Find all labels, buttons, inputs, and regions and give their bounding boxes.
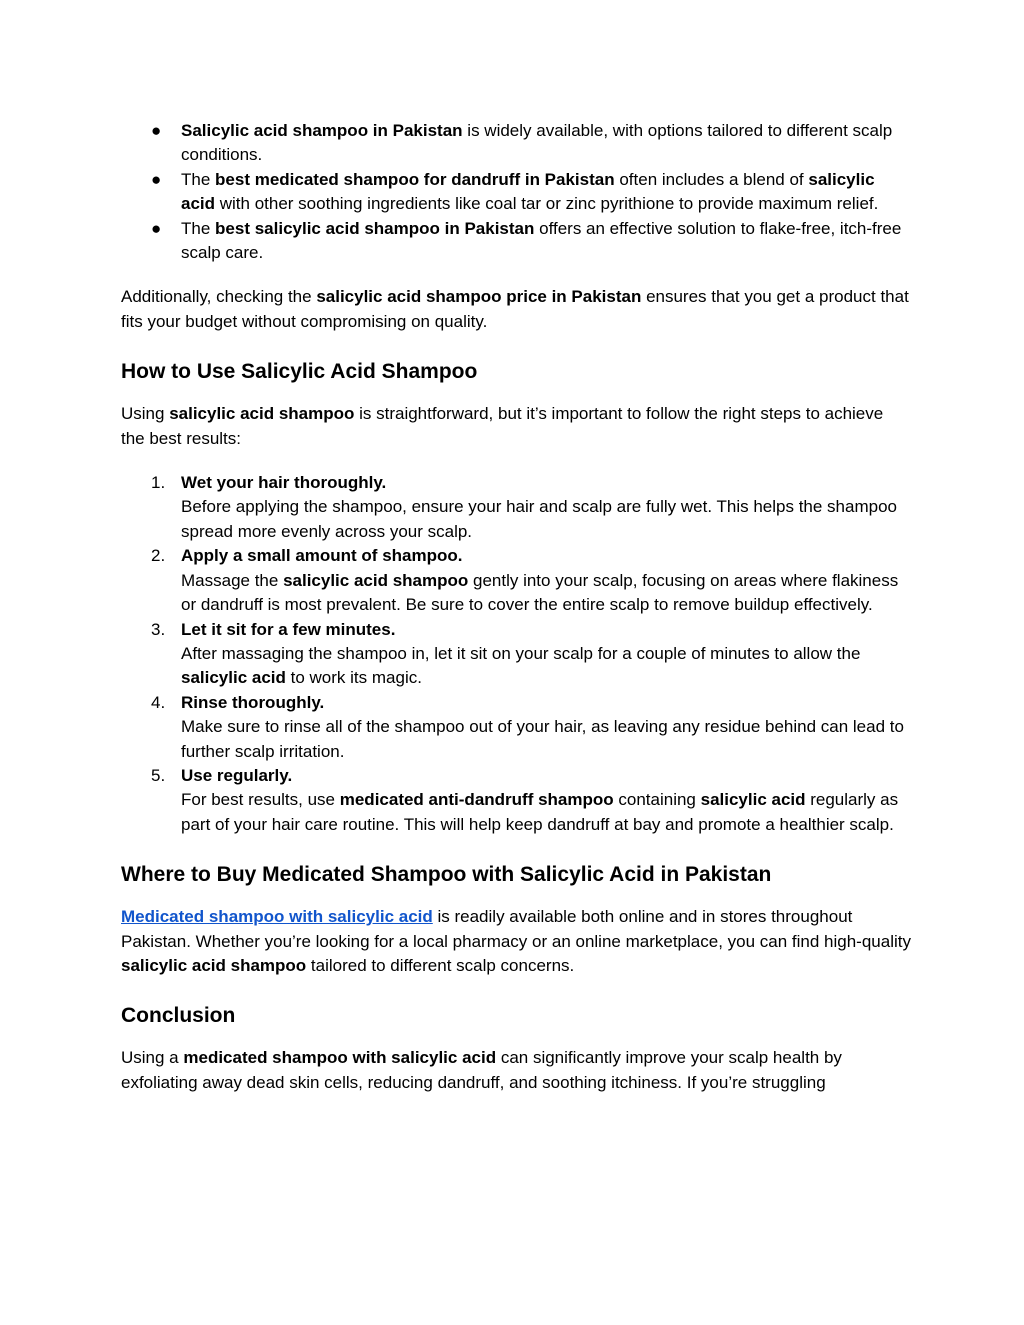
- text-run: After massaging the shampoo in, let it sit on your scalp for a couple of minutes to allow the: [181, 643, 861, 663]
- bullet-item: [121, 119, 911, 168]
- paragraph-price: [121, 285, 911, 334]
- paragraph-conclusion: [121, 1046, 911, 1095]
- bold-text: salicylic acid: [181, 668, 286, 688]
- benefits-bullet-list: [121, 119, 911, 265]
- text-run: containing: [613, 790, 701, 810]
- heading-where-to-buy: Where to Buy Medicated Shampoo with Salicylic Acid in Pakistan: [121, 863, 772, 887]
- step-number: 4.: [151, 692, 166, 712]
- text-run: The: [181, 169, 216, 189]
- bullet-text: [181, 121, 892, 164]
- heading-conclusion: Conclusion: [121, 1004, 236, 1028]
- text-run: The: [181, 218, 216, 238]
- bold-text: salicylic acid: [181, 169, 875, 214]
- bold-text: salicylic acid shampoo price in Pakistan: [316, 287, 642, 307]
- step-title: Apply a small amount of shampoo.: [181, 546, 463, 566]
- text-run: is widely available, with options tailored to different scalp conditions.: [181, 121, 893, 165]
- step-number: 3.: [151, 619, 166, 639]
- document-body: [121, 119, 911, 1095]
- text-run: with other soothing ingredients like coal tar or zinc pyrithione to provide maximum relief.: [215, 194, 879, 214]
- text-run: regularly as part of your hair care routine. This will help keep dandruff at bay and promote a healthier scalp.: [181, 790, 899, 834]
- bold-text: salicylic acid shampoo: [169, 404, 355, 424]
- step-body: [181, 497, 897, 540]
- bold-text: salicylic acid shampoo: [121, 955, 307, 975]
- text-run: For best results, use: [181, 790, 340, 810]
- step-number: 2.: [151, 546, 166, 566]
- bold-text: Salicylic acid shampoo in Pakistan: [181, 121, 463, 140]
- text-run: offers an effective solution to flake-free, itch-free scalp care.: [181, 218, 902, 263]
- bullet-marker: ●: [151, 169, 162, 189]
- step-item: [121, 764, 911, 837]
- paragraph-using: [121, 402, 911, 451]
- text-run: to work its magic.: [285, 668, 422, 688]
- step-title: Rinse thoroughly.: [181, 692, 325, 712]
- bullet-item: [121, 217, 911, 266]
- text-run: tailored to different scalp concerns.: [306, 955, 575, 975]
- step-title: Let it sit for a few minutes.: [181, 619, 396, 639]
- step-title: Use regularly.: [181, 765, 293, 785]
- text-run: Make sure to rinse all of the shampoo out of your hair, as leaving any residue behind can lead to further scalp irritation.: [181, 717, 904, 761]
- step-body: [181, 571, 898, 614]
- text-run: Before applying the shampoo, ensure your hair and scalp are fully wet. This helps the shampoo spread more evenly across your scalp.: [181, 497, 897, 541]
- bullet-text: [181, 219, 901, 262]
- step-number: 1.: [151, 473, 166, 493]
- text-run: is readily available both online and in stores throughout Pakistan. Whether you’re looking for a local pharmacy or an online marketplace, you can find high-quality: [121, 907, 911, 951]
- bold-text: best salicylic acid shampoo in Pakistan: [215, 218, 535, 238]
- heading-how-to-use: How to Use Salicylic Acid Shampoo: [121, 360, 478, 384]
- paragraph-where-to-buy: [121, 905, 911, 978]
- step-number: 5.: [151, 765, 166, 785]
- step-body: [181, 717, 904, 760]
- bullet-item: [121, 168, 911, 217]
- medicated-shampoo-link[interactable]: Medicated shampoo with salicylic acid: [121, 907, 433, 927]
- text-run: Using: [121, 404, 170, 424]
- text-run: Massage the: [181, 570, 284, 590]
- step-body: [181, 790, 898, 833]
- step-title: Wet your hair thoroughly.: [181, 473, 387, 493]
- text-run: Additionally, checking the: [121, 287, 317, 307]
- text-run: can significantly improve your scalp health by exfoliating away dead skin cells, reducing dandruff, and soothing itchiness. If you’re struggling: [121, 1048, 842, 1092]
- bullet-text: [181, 170, 878, 213]
- bold-text: salicylic acid shampoo: [283, 570, 469, 590]
- bold-text: salicylic acid: [700, 790, 806, 810]
- bullet-marker: ●: [151, 121, 162, 140]
- step-item: [121, 544, 911, 617]
- text-run: often includes a blend of: [614, 169, 809, 189]
- bold-text: best medicated shampoo for dandruff in Pakistan: [215, 169, 615, 189]
- text-run: Using a: [121, 1048, 184, 1068]
- text-run: is straightforward, but it’s important to follow the right steps to achieve the best results:: [121, 404, 884, 448]
- bullet-marker: ●: [151, 218, 162, 238]
- step-item: [121, 691, 911, 764]
- step-body: [181, 644, 860, 687]
- step-item: [121, 618, 911, 691]
- text-run: gently into your scalp, focusing on areas where flakiness or dandruff is most prevalent. Be sure to cover the entire scalp to remove buildup effectively.: [181, 570, 899, 615]
- text-run: ensures that you get a product that fits your budget without compromising on quality.: [121, 287, 909, 331]
- bold-text: medicated anti-dandruff shampoo: [339, 790, 614, 810]
- step-item: [121, 471, 911, 544]
- bold-text: medicated shampoo with salicylic acid: [183, 1048, 497, 1068]
- steps-numbered-list: [121, 471, 911, 837]
